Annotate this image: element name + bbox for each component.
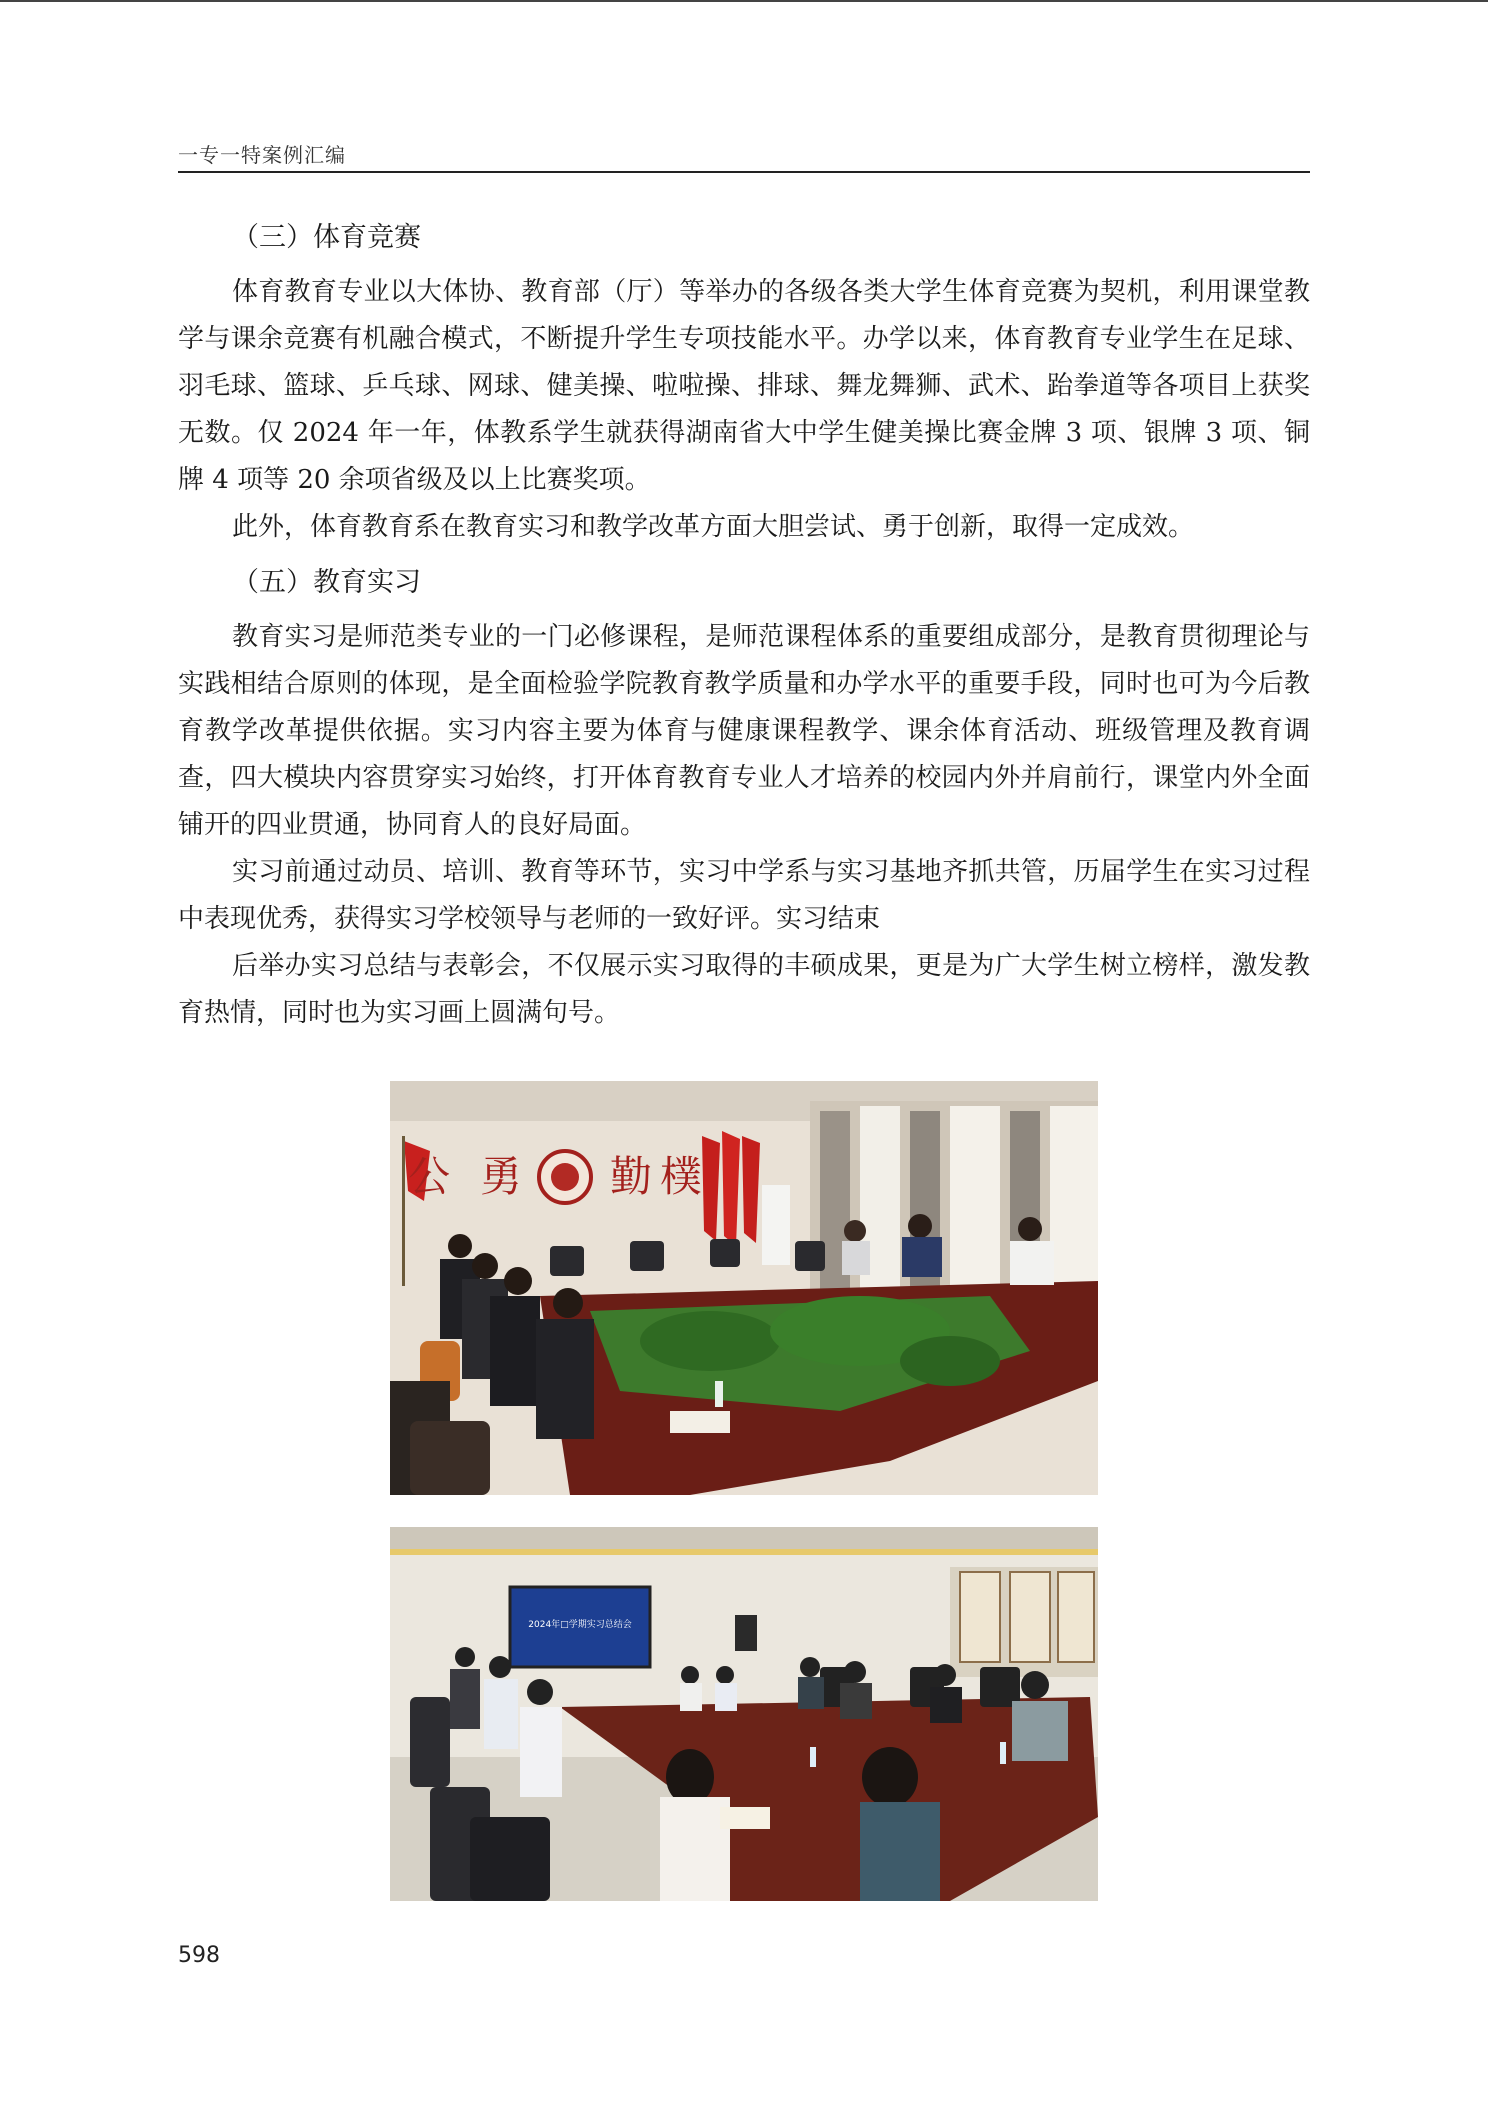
- header-rule: [178, 171, 1310, 173]
- wall-character: 勤: [610, 1152, 653, 1201]
- screen-text: 2024年□学期实习总结会: [528, 1620, 632, 1630]
- paragraph: 此外，体育教育系在教育实习和教学改革方面大胆尝试、勇于创新，取得一定成效。: [232, 512, 1195, 542]
- top-border: [0, 0, 1488, 2]
- wall-character: 樸: [660, 1152, 703, 1201]
- meeting-photo-2: [390, 1527, 1098, 1901]
- section-heading: （五）教育实习: [232, 567, 421, 598]
- running-header: 一专一特案例汇编: [178, 143, 346, 167]
- page-number: 598: [178, 1943, 220, 1968]
- meeting-photo-2-illustration: [390, 1527, 1098, 1901]
- paragraph: 体育教育专业以大体协、教育部（厅）等举办的各级各类大学生体育竞赛为契机，利用课堂教学与课余竞赛有机融合模式，不断提升学生专项技能水平。办学以来，体育教育专业学生在足球、羽毛球、篮球、乒乓球、网球、健美操、啦啦操、排球、舞龙舞狮、武术、跆拳道等各项目上获奖无数。仅 2024 年一年，体教系学生就获得湖南省大中学生健美操比赛金牌 3 项、银牌 3 项、铜牌 4 项等 20 余项省级及以上比赛奖项。: [178, 277, 1310, 495]
- meeting-photo-1: [390, 1081, 1098, 1495]
- section-heading: （三）体育竞赛: [232, 222, 421, 253]
- paragraph: 教育实习是师范类专业的一门必修课程，是师范课程体系的重要组成部分，是教育贯彻理论与实践相结合原则的体现，是全面检验学院教育教学质量和办学水平的重要手段，同时也可为今后教育教学改革提供依据。实习内容主要为体育与健康课程教学、课余体育活动、班级管理及教育调查，四大模块内容贯穿实习始终，打开体育教育专业人才培养的校园内外并肩前行，课堂内外全面铺开的四业贯通，协同育人的良好局面。: [178, 622, 1310, 840]
- wall-character: 勇: [480, 1152, 523, 1201]
- meeting-photo-1-illustration: [390, 1081, 1098, 1495]
- body-text: [178, 214, 1310, 1037]
- wall-character: 公: [408, 1152, 451, 1201]
- paragraph: 后举办实习总结与表彰会，不仅展示实习取得的丰硕成果，更是为广大学生树立榜样，激发教育热情，同时也为实习画上圆满句号。: [178, 951, 1310, 1028]
- paragraph: 实习前通过动员、培训、教育等环节，实习中学系与实习基地齐抓共管，历届学生在实习过程中表现优秀，获得实习学校领导与老师的一致好评。实习结束: [178, 857, 1310, 934]
